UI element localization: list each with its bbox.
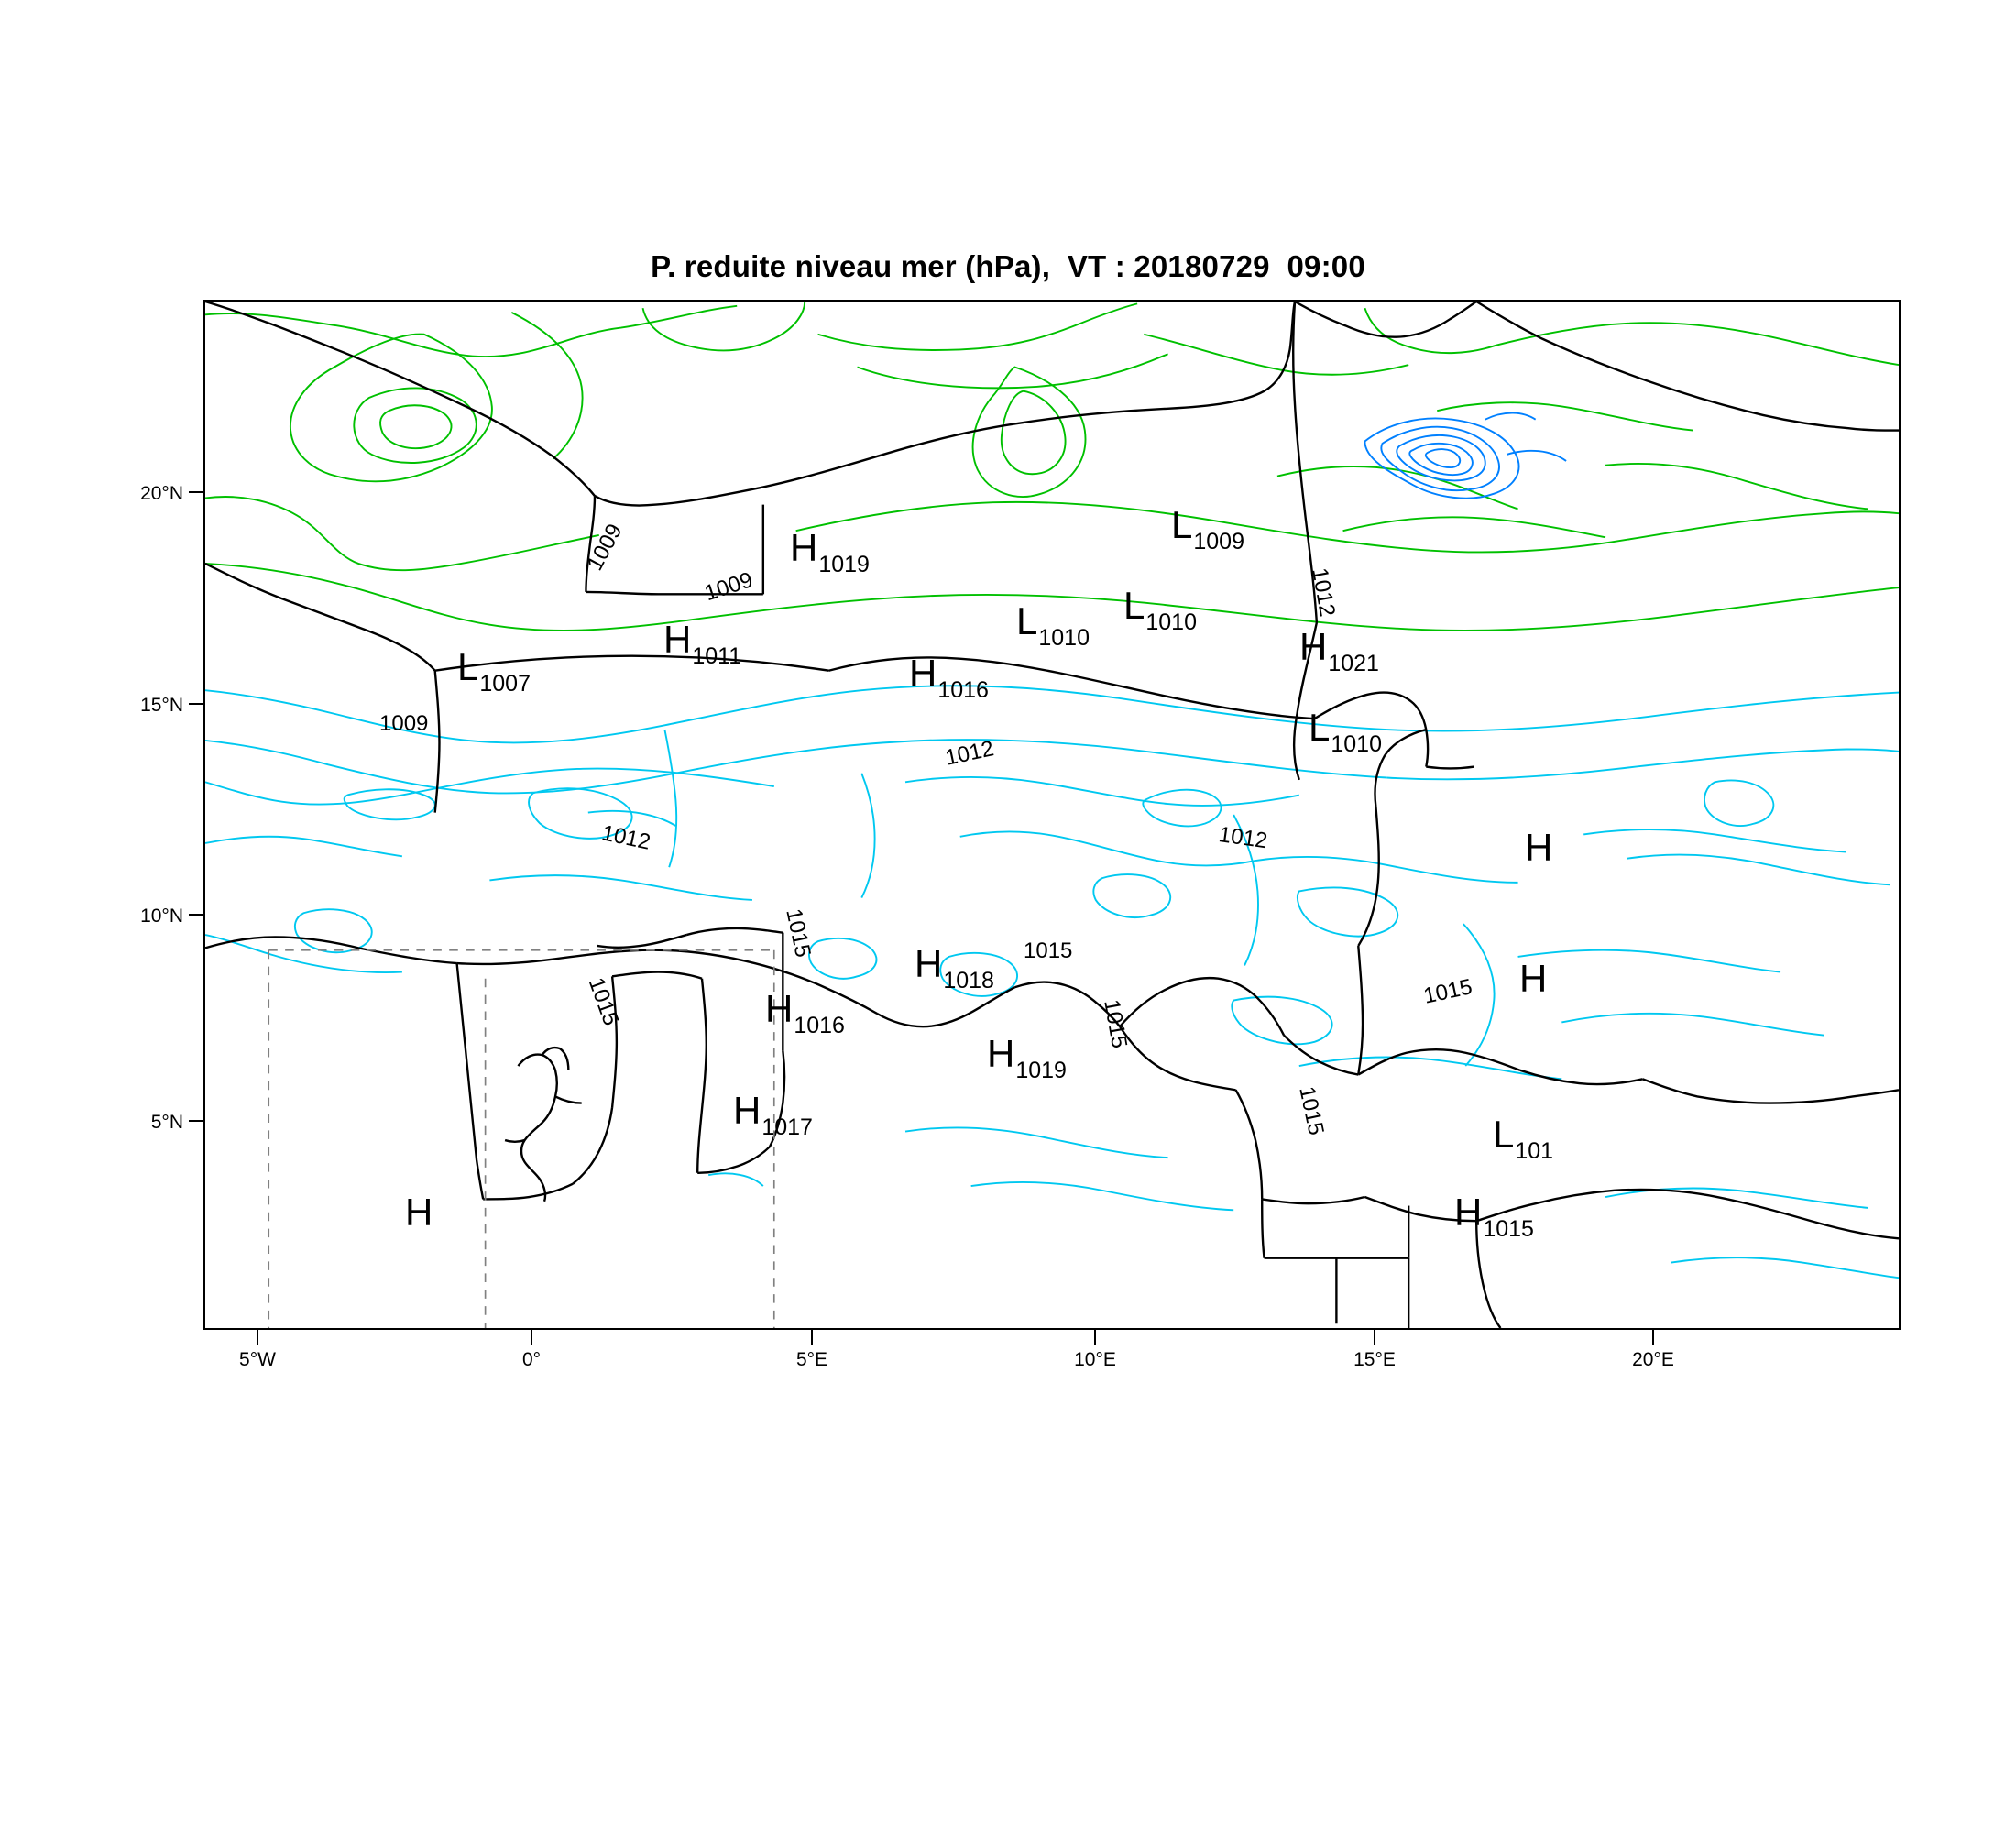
contour-label-1015-a: 1015 <box>781 906 816 960</box>
y-tick-label-20N: 20°N <box>140 483 183 504</box>
contour-label-1012-b: 1012 <box>1217 822 1269 854</box>
contour-label-1015-e: 1015 <box>1421 974 1474 1009</box>
y-tick-label-5N: 5°N <box>150 1112 183 1133</box>
low-letter: L <box>457 645 479 688</box>
pressure-center-low-edge <box>1493 1113 1554 1165</box>
y-tick-mark-10N <box>189 914 203 916</box>
x-tick-label-5E: 5°E <box>795 1349 828 1370</box>
x-tick-mark-20E <box>1652 1330 1654 1345</box>
contour-label-1015-c: 1015 <box>1024 938 1073 963</box>
low-letter: L <box>1493 1113 1515 1156</box>
coastlines-and-borders <box>205 302 1899 1328</box>
high-value: 1011 <box>692 643 742 670</box>
contour-label-1012-c: 1012 <box>1307 565 1341 619</box>
low-value: 1009 <box>1193 529 1244 555</box>
low-value: 1007 <box>479 671 531 697</box>
high-letter: H <box>1299 625 1328 668</box>
pressure-center-high-edge-b <box>1519 957 1548 1000</box>
x-tick-label-20E: 20°E <box>1632 1349 1674 1370</box>
x-tick-label-0: 0° <box>521 1349 542 1370</box>
high-letter: H <box>915 942 943 985</box>
x-tick-mark-10E <box>1094 1330 1096 1345</box>
high-value: 1017 <box>761 1114 813 1141</box>
high-letter: H <box>405 1191 433 1234</box>
x-tick-mark-0 <box>531 1330 532 1345</box>
contour-label-1009-a: 1009 <box>582 520 628 576</box>
x-tick-mark-5E <box>811 1330 813 1345</box>
pressure-center-high-1016-b <box>765 987 845 1039</box>
contour-label-1012-a: 1012 <box>943 736 996 771</box>
high-value: 1019 <box>1015 1058 1067 1084</box>
contour-label-1015-f: 1015 <box>1294 1084 1329 1137</box>
pressure-center-high-1021 <box>1299 625 1379 677</box>
high-value: 1021 <box>1328 651 1379 677</box>
x-tick-label-5W: 5°W <box>239 1349 276 1370</box>
high-value: 1016 <box>794 1013 845 1039</box>
contour-label-1012-d: 1012 <box>599 820 653 855</box>
low-value: 1010 <box>1038 625 1090 652</box>
high-letter: H <box>1525 826 1553 869</box>
high-letter: H <box>663 618 692 661</box>
y-tick-label-10N: 10°N <box>140 906 183 927</box>
pressure-center-low-1010-a <box>1123 584 1197 636</box>
pressure-center-high-1016-a <box>909 652 989 704</box>
high-value: 1015 <box>1483 1216 1534 1243</box>
map-plot-area[interactable] <box>203 300 1901 1330</box>
y-tick-mark-5N <box>189 1120 203 1122</box>
high-value: 1016 <box>937 677 989 704</box>
contour-lines-green <box>205 302 1899 631</box>
x-tick-mark-15E <box>1374 1330 1375 1345</box>
pressure-center-high-1011 <box>663 618 742 670</box>
high-letter: H <box>790 526 818 569</box>
pressure-center-low-1009 <box>1171 503 1244 555</box>
pressure-center-high-1019-b <box>987 1032 1067 1084</box>
low-value: 101 <box>1515 1138 1554 1165</box>
y-tick-label-15N: 15°N <box>140 695 183 716</box>
pressure-center-high-edge-a <box>1525 826 1553 869</box>
low-value: 1010 <box>1331 731 1382 758</box>
y-tick-mark-20N <box>189 491 203 493</box>
pressure-center-low-1010-b <box>1016 599 1090 652</box>
pressure-center-low-1010-c <box>1309 706 1382 758</box>
pressure-center-low-1007 <box>457 645 531 697</box>
x-tick-label-10E: 10°E <box>1074 1349 1116 1370</box>
low-letter: L <box>1171 503 1193 546</box>
low-letter: L <box>1309 706 1331 749</box>
low-letter: L <box>1123 584 1145 627</box>
high-value: 1019 <box>818 552 870 578</box>
contour-label-1015-d: 1015 <box>1099 997 1133 1050</box>
page-title: P. reduite niveau mer (hPa), VT : 20180729 09:00 <box>651 249 1365 283</box>
pressure-center-high-edge-c <box>405 1193 433 1234</box>
pressure-center-high-1017 <box>733 1089 813 1141</box>
low-value: 1010 <box>1145 609 1197 636</box>
high-letter: H <box>733 1089 761 1132</box>
contour-label-1009-b: 1009 <box>701 567 756 607</box>
high-value: 1018 <box>943 968 994 994</box>
map-graphics <box>205 302 1899 1328</box>
low-letter: L <box>1016 599 1038 642</box>
x-tick-label-15E: 15°E <box>1353 1349 1396 1370</box>
high-letter: H <box>909 652 937 695</box>
pressure-center-high-1018 <box>915 942 994 994</box>
high-letter: H <box>987 1032 1015 1075</box>
contour-lines-blue <box>1364 413 1566 499</box>
high-letter: H <box>765 987 794 1030</box>
contour-label-1015-b: 1015 <box>583 974 624 1029</box>
y-tick-mark-15N <box>189 703 203 705</box>
high-letter: H <box>1519 957 1548 1000</box>
x-tick-mark-5W <box>257 1330 258 1345</box>
pressure-center-high-1019 <box>790 526 870 578</box>
pressure-center-high-1015 <box>1454 1191 1534 1243</box>
contour-label-1009-c: 1009 <box>379 711 429 736</box>
high-letter: H <box>1454 1191 1483 1234</box>
